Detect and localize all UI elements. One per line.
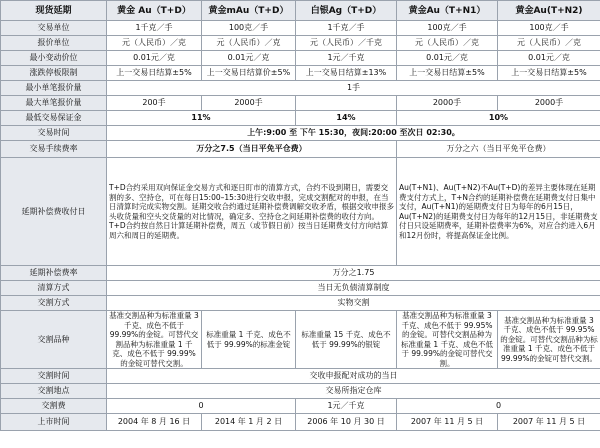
cell-au-tn1: 上一交易日结算±5% <box>397 66 498 81</box>
row-delivery-variety <box>1 311 600 369</box>
row-label: 涨跌停板限制 <box>1 66 107 81</box>
cell-au-tn2: 元（人民币）／克 <box>498 36 600 51</box>
cell-margin-group-1: 11% <box>107 111 296 126</box>
row-settle <box>1 281 600 296</box>
cell-au-tn1: 元（人民币）／克 <box>397 36 498 51</box>
row-quote <box>1 36 600 51</box>
cell-au-td: 基准交割品种为标准重量 3 千克、成色不低于 99.99%的金锭。可替代交割品种为标准重量 1 千克、成色不低于 99.99%的金锭可替代交割。 <box>107 311 202 369</box>
row-label: 交易单位 <box>1 21 107 36</box>
row-label: 最小单笔报价量 <box>1 81 107 96</box>
cell-merged: 1手 <box>107 81 600 96</box>
row-margin <box>1 111 600 126</box>
cell-margin-group-3: 10% <box>397 111 600 126</box>
cell-ag-td: 1千克／手 <box>296 21 397 36</box>
cell-delfee-gold: 0 <box>107 399 296 414</box>
header-row <box>1 1 600 21</box>
row-tick <box>1 51 600 66</box>
cell-merged: 万分之1.75 <box>107 266 600 281</box>
row-label: 交割品种 <box>1 311 107 369</box>
row-label: 最大单笔报价量 <box>1 96 107 111</box>
cell-mau-td: 100克／手 <box>202 21 296 36</box>
cell-merged: 上午:9:00 至 下午 15:30，夜间:20:00 至次日 02:30。 <box>107 126 600 141</box>
cell-au-tn2: 2007 年 11 月 5 日 <box>498 414 600 431</box>
cell-mau-td: 标准重量 1 千克、成色不低于 99.99%的标准金锭 <box>202 311 296 369</box>
cell-delfee-tn: 0 <box>397 399 600 414</box>
cell-au-td: 上一交易日结算±5% <box>107 66 202 81</box>
cell-ag-td: 1元／千克 <box>296 51 397 66</box>
row-label: 最低交易保证金 <box>1 111 107 126</box>
cell-ag-td: 标准重量 15 千克、成色不低于 99.99%的银锭 <box>296 311 397 369</box>
header-corner: 现货延期 <box>1 1 107 21</box>
cell-au-tn2: 基准交割品种为标准重量 3 千克、成色不低于 99.95%的金锭。可替代交割品种为标准重量 1 千克、成色不低于 99.99%的金锭可替代交割。 <box>498 311 600 369</box>
cell-au-tn1: 2000手 <box>397 96 498 111</box>
cell-mau-td: 上一交易日结算价±5% <box>202 66 296 81</box>
row-limit <box>1 66 600 81</box>
cell-au-tn1: 0.01元／克 <box>397 51 498 66</box>
cell-au-td: 0.01元／克 <box>107 51 202 66</box>
cell-au-tn1: 基准交割品种为标准重量 3 千克、成色不低于 99.95%的金锭。可替代交割品种为标准重量 1 千克、成色不低于 99.99%的金锭可替代交割。 <box>397 311 498 369</box>
header-au-tn2: 黄金Au(T+N2) <box>498 1 600 21</box>
cell-fee-tn: 万分之六（当日平免平仓费） <box>397 141 600 158</box>
row-label: 交易手续费率 <box>1 141 107 158</box>
cell-au-tn2: 上一交易日结算±5% <box>498 66 600 81</box>
cell-merged: 当日无负债清算制度 <box>107 281 600 296</box>
cell-mau-td: 2014 年 1 月 2 日 <box>202 414 296 431</box>
row-label: 交割费 <box>1 399 107 414</box>
row-deferral-day <box>1 158 600 266</box>
row-listing <box>1 414 600 431</box>
cell-au-td: 元（人民币）／克 <box>107 36 202 51</box>
row-max-quote <box>1 96 600 111</box>
cell-au-tn2: 0.01元／克 <box>498 51 600 66</box>
cell-au-tn1: 100克／手 <box>397 21 498 36</box>
row-label: 报价单位 <box>1 36 107 51</box>
cell-deferral-td: T+D合约采用双向保证金交易方式和逐日盯市的清算方式，合约不设到期日，需要交割的多、空持仓，可在每日15:00–15:30进行交收申报，完成交割配对的申报，在当日清算时完成实物交割。延期交收合约通过延期补偿费调解交收矛盾，根据交收申报多头收货量和空头交货量的对比情况，确定多、空持仓之间延期补偿费的收付方向。T+D合约按自然日计算延期补偿费，周五（或节假日前）按当日延期费支付方向结算周六和周日的延期费。 <box>107 158 397 266</box>
row-label: 最小变动价位 <box>1 51 107 66</box>
cell-merged: 交收申报配对成功的当日 <box>107 369 600 384</box>
cell-fee-td: 万分之7.5（当日平免平仓费） <box>107 141 397 158</box>
cell-merged: 交易所指定仓库 <box>107 384 600 399</box>
row-hours <box>1 126 600 141</box>
row-label: 延期补偿费率 <box>1 266 107 281</box>
cell-ag-td: 2006 年 10 月 30 日 <box>296 414 397 431</box>
row-label: 交割时间 <box>1 369 107 384</box>
cell-mau-td: 元（人民币）／克 <box>202 36 296 51</box>
cell-ag-td: 元（人民币）／千克 <box>296 36 397 51</box>
cell-au-tn2: 2000手 <box>498 96 600 111</box>
row-delivery-time <box>1 369 600 384</box>
cell-mau-td: 0.01元／克 <box>202 51 296 66</box>
cell-au-td: 1千克／手 <box>107 21 202 36</box>
row-label: 交割方式 <box>1 296 107 311</box>
header-ag-td: 白银Ag（T+D） <box>296 1 397 21</box>
row-min-quote <box>1 81 600 96</box>
row-delivery-fee <box>1 399 600 414</box>
row-label: 清算方式 <box>1 281 107 296</box>
row-label: 交割地点 <box>1 384 107 399</box>
header-au-td: 黄金 Au（T+D） <box>107 1 202 21</box>
cell-au-tn1: 2007 年 11 月 5 日 <box>397 414 498 431</box>
row-label: 延期补偿费收付日 <box>1 158 107 266</box>
cell-au-td: 200手 <box>107 96 202 111</box>
header-au-tn1: 黄金Au（T+N1） <box>397 1 498 21</box>
row-unit <box>1 21 600 36</box>
row-fee <box>1 141 600 158</box>
row-label: 上市时间 <box>1 414 107 431</box>
cell-mau-td: 2000手 <box>202 96 296 111</box>
row-delivery-place <box>1 384 600 399</box>
cell-margin-group-2: 14% <box>296 111 397 126</box>
cell-ag-td: 上一交易日结算±13% <box>296 66 397 81</box>
row-comp-rate <box>1 266 600 281</box>
cell-ag-td <box>296 96 397 111</box>
row-label: 交易时间 <box>1 126 107 141</box>
cell-au-tn2: 100克／手 <box>498 21 600 36</box>
cell-merged: 实物交割 <box>107 296 600 311</box>
cell-delfee-silver: 1元／千克 <box>296 399 397 414</box>
cell-au-td: 2004 年 8 月 16 日 <box>107 414 202 431</box>
header-mau-td: 黄金mAu（T+D） <box>202 1 296 21</box>
row-delivery-mode <box>1 296 600 311</box>
cell-deferral-tn: Au(T+N1)、Au(T+N2)不Au(T+D)的差异主要体现在延期费支付方式上，T+N合约的延期补偿费在延期费支付日集中支付，Au(T+N1)的延期费支付日为每年的6月15日，Au(T+N2)的延期费支付日为每年的12月15日，非延期费支付日只设延期费率，延期补偿费率为6%，对应合约进入6月和12月份时，将提高保证金比例。 <box>397 158 600 266</box>
